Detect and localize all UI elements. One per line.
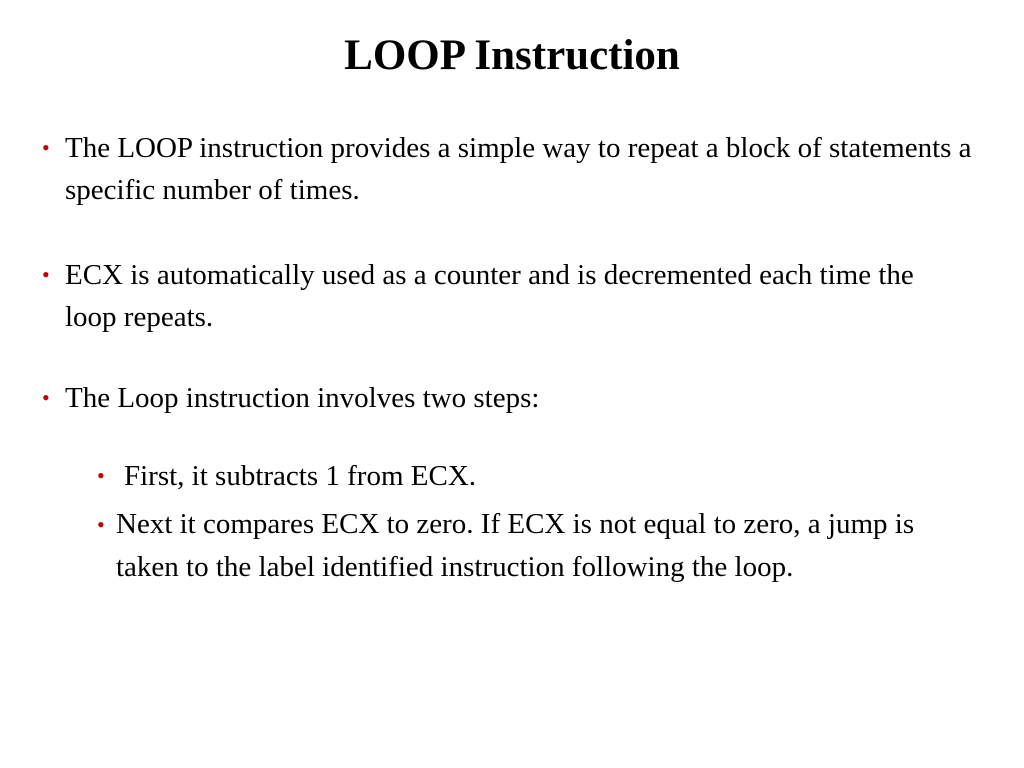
sub-bullet-item (97, 503, 977, 589)
bullet-marker: • (42, 385, 50, 410)
bullet-text: ECX is automatically used as a counter and is decremented each time the loop repeats. (65, 259, 914, 333)
sub-bullet-marker: • (97, 512, 105, 537)
bullet-item (42, 127, 972, 211)
bullet-marker: • (42, 262, 50, 287)
sub-bullet-text: First, it subtracts 1 from ECX. (124, 460, 477, 492)
slide-title: LOOP Instruction (344, 32, 680, 79)
sub-bullet-text: Next it compares ECX to zero. If ECX is not equal to zero, a jump is taken to the label identified instruction following the loop. (116, 508, 915, 583)
bullet-item (42, 254, 972, 338)
bullet-text: The Loop instruction involves two steps: (65, 382, 540, 414)
sub-bullet-item (97, 455, 977, 497)
bullet-text: The LOOP instruction provides a simple way to repeat a block of statements a specific number of times. (65, 132, 972, 206)
bullet-marker: • (42, 135, 50, 160)
bullet-item (42, 377, 972, 419)
sub-bullet-marker: • (97, 463, 105, 488)
